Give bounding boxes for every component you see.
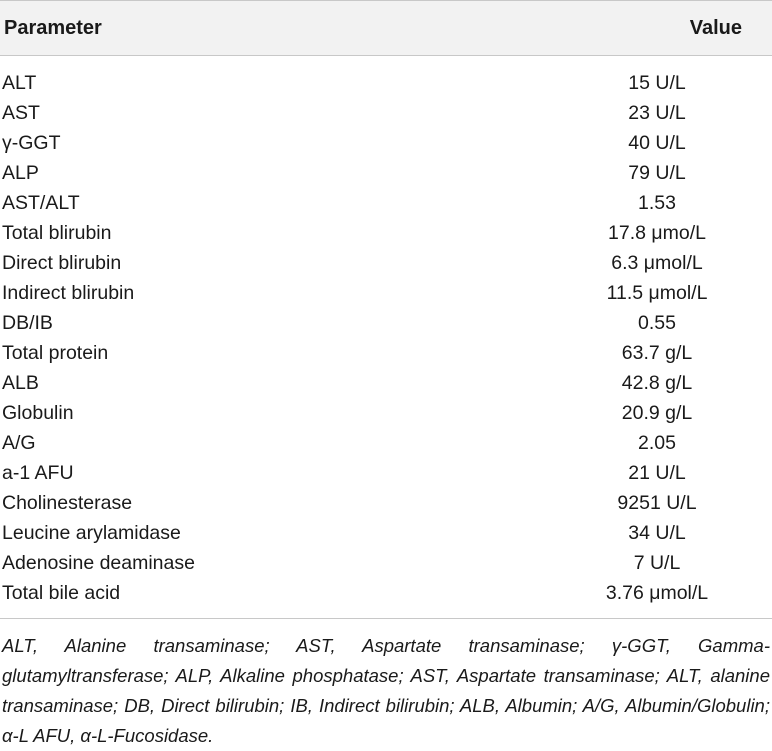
row-value: 7 U/L — [633, 551, 681, 574]
row-value: 63.7 g/L — [621, 341, 693, 364]
row-value: 17.8 μmo/L — [608, 221, 706, 244]
row-parameter: a-1 AFU — [2, 461, 74, 484]
row-parameter: Globulin — [2, 401, 74, 424]
row-value-cell — [542, 252, 772, 275]
row-value: 1.53 — [638, 191, 676, 214]
row-parameter: Cholinesterase — [2, 491, 133, 514]
row-value: 11.5 μmol/L — [606, 281, 708, 304]
row-value-cell — [542, 72, 772, 95]
table-row — [0, 278, 772, 308]
row-value-cell — [542, 372, 772, 395]
table-row — [0, 518, 772, 548]
row-parameter: Total protein — [2, 341, 109, 364]
row-parameter: Indirect blirubin — [2, 281, 135, 304]
table-header — [0, 1, 772, 56]
table-row — [0, 218, 772, 248]
table-body — [0, 56, 772, 608]
row-value-cell — [542, 492, 772, 515]
table-footnote: ALT, Alanine transaminase; AST, Aspartate transaminase; γ-GGT, Gamma-glutamyltransferase; ALP, Alkaline phosphatase; AST, Aspartate transaminase; ALT, alanine transaminase; DB, Direct bilirubin; IB, Indirect bilirubin; ALB, Albumin; A/G, Albumin/Globulin; α-L AFU, α-L-Fucosidase. — [2, 635, 770, 746]
row-value-cell — [542, 402, 772, 425]
row-value-cell — [542, 552, 772, 575]
row-value: 23 U/L — [628, 101, 686, 124]
row-parameter: AST — [2, 101, 40, 124]
row-value: 0.55 — [638, 311, 676, 334]
table-row — [0, 338, 772, 368]
table-row — [0, 368, 772, 398]
row-value-cell — [542, 342, 772, 365]
row-value: 6.3 μmol/L — [611, 251, 703, 274]
row-parameter: AST/ALT — [2, 191, 80, 214]
row-value-cell — [542, 282, 772, 305]
row-parameter: A/G — [2, 431, 36, 454]
row-value: 3.76 μmol/L — [605, 581, 709, 604]
row-value: 9251 U/L — [617, 491, 697, 514]
row-parameter: Leucine arylamidase — [2, 521, 181, 544]
row-value-cell — [542, 102, 772, 125]
row-value-cell — [542, 522, 772, 545]
table-row — [0, 98, 772, 128]
row-value-cell — [542, 432, 772, 455]
row-parameter: Total blirubin — [2, 221, 112, 244]
row-parameter: Total bile acid — [2, 581, 121, 604]
row-parameter: Direct blirubin — [2, 251, 122, 274]
row-value-cell — [542, 222, 772, 245]
table-row — [0, 428, 772, 458]
table-row — [0, 308, 772, 338]
table-row — [0, 68, 772, 98]
table-row — [0, 158, 772, 188]
row-value-cell — [542, 132, 772, 155]
row-value: 42.8 g/L — [621, 371, 693, 394]
header-value: Value — [689, 16, 742, 39]
row-value-cell — [542, 192, 772, 215]
table-row — [0, 458, 772, 488]
row-parameter: ALT — [2, 71, 37, 94]
header-parameter: Parameter — [4, 16, 102, 39]
table-row — [0, 578, 772, 608]
row-value: 20.9 g/L — [621, 401, 693, 424]
table-row — [0, 398, 772, 428]
row-parameter: ALB — [2, 371, 39, 394]
row-value: 34 U/L — [628, 521, 686, 544]
table-row — [0, 188, 772, 218]
row-value: 40 U/L — [628, 131, 686, 154]
row-parameter: ALP — [2, 161, 39, 184]
table-row — [0, 128, 772, 158]
table-row — [0, 548, 772, 578]
row-value-cell — [542, 462, 772, 485]
row-value: 21 U/L — [628, 461, 686, 484]
row-parameter: γ-GGT — [2, 131, 61, 154]
table-row — [0, 248, 772, 278]
row-value-cell — [542, 162, 772, 185]
row-value: 79 U/L — [628, 161, 686, 184]
row-value: 2.05 — [638, 431, 676, 454]
row-value-cell — [542, 312, 772, 335]
row-parameter: DB/IB — [2, 311, 53, 334]
row-value: 15 U/L — [628, 71, 686, 94]
table-row — [0, 488, 772, 518]
row-parameter: Adenosine deaminase — [2, 551, 195, 574]
row-value-cell — [542, 582, 772, 605]
